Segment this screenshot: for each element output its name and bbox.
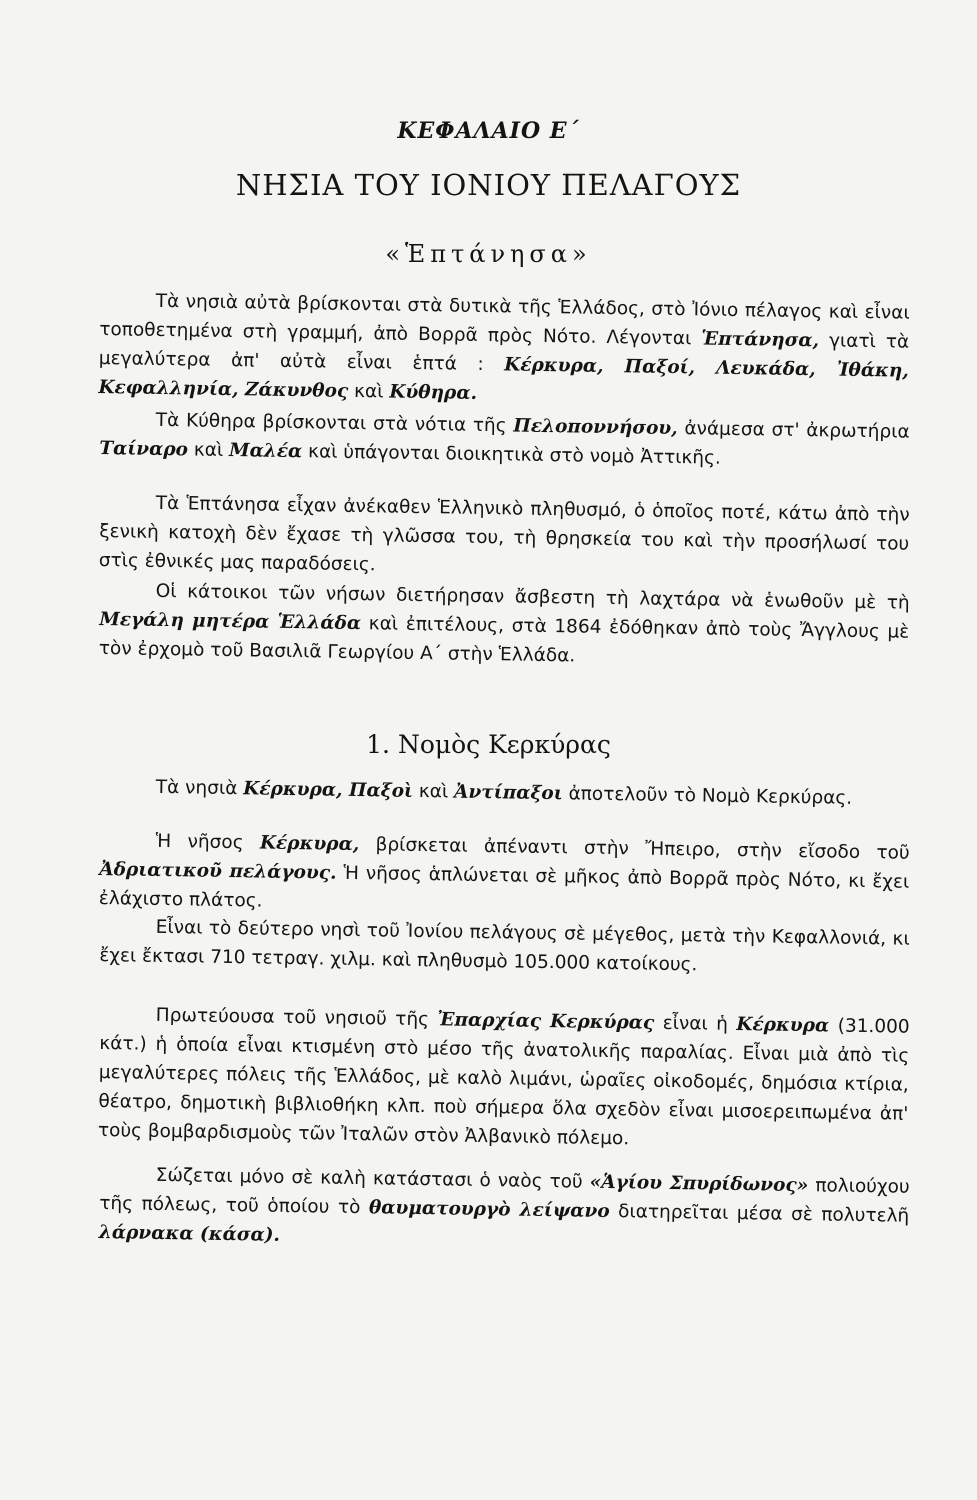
emphasis: Ἀδριατικοῦ πελάγους. — [99, 858, 337, 884]
emphasis: «Ἁγίου Σπυρίδωνος» — [589, 1171, 809, 1197]
emphasis: θαυματουργὸ λείψανο — [368, 1197, 610, 1223]
text: Τὰ Κύθηρα βρίσκονται στὰ νότια τῆς — [155, 409, 514, 437]
text: ἀποτελοῦν τὸ Νομὸ Κερκύρας. — [562, 783, 853, 809]
text: Ἡ νῆσος ἁπλώνεται σὲ μῆκος ἀπὸ Βορρᾶ πρὸς Νότο, κι ἔχει ἐλάχιστο πλάτος. — [98, 862, 910, 912]
emphasis: Κύθηρα. — [389, 381, 478, 404]
paragraph-3: Τὰ Ἑπτάνησα εἶχαν ἀνέκαθεν Ἑλληνικὸ πληθυσμό, ὁ ὁποῖος ποτέ, κάτω ἀπὸ τὴν ξενικὴ κατοχὴ δὲν ἔχασε τὴ γλῶσσα του, τὴ θρησκεία του καὶ τὴν προσήλωσί του στὶς ἐθνικές μας παραδόσεις. — [98, 492, 910, 576]
paragraph-8 — [98, 1000, 910, 1158]
emphasis: Ἀντίπαξοι — [453, 781, 563, 805]
text: Τὰ νησιὰ — [155, 776, 244, 800]
paragraph-9 — [99, 1160, 910, 1260]
emphasis: Ἑπτάνησα, — [701, 328, 820, 352]
text: γιατὶ τὰ μεγαλύτερα ἀπ' αὐτὰ εἶναι ἑπτά : — [98, 330, 910, 376]
text: Τὰ νησιὰ αὐτὰ βρίσκονται στὰ δυτικὰ τῆς Ἑλλάδος, στὸ Ἰόνιο πέλαγος καὶ εἶναι τοποθετημένα στὴ γραμμή, ἀπὸ Βορρᾶ πρὸς Νότο. Λέγονται — [99, 290, 910, 350]
text: εἶναι ἡ — [654, 1012, 737, 1035]
emphasis: Πελοποννήσου, — [513, 415, 678, 440]
text: καὶ — [348, 380, 390, 403]
emphasis: Μαλέα — [228, 440, 303, 463]
paragraph-4 — [99, 576, 910, 676]
paragraph-2 — [99, 405, 910, 476]
emphasis: Μεγάλη μητέρα Ἑλλάδα — [99, 608, 362, 635]
text: καὶ ὑπάγονται διοικητικὰ στὸ νομὸ Ἀττικῆς. — [302, 441, 722, 469]
paragraph-5 — [100, 772, 910, 814]
emphasis: Κέρκυρα, Παξοί, Λευκάδα, Ἰθάκη, Κεφαλληνία, Ζάκυνθος — [98, 354, 909, 402]
emphasis: Ταίναρο — [99, 437, 189, 461]
text: ἀνάμεσα στ' ἀκρωτήρια — [677, 418, 910, 443]
chapter-label: ΚΕΦΑΛΑΙΟ Ε΄ — [397, 118, 580, 144]
chapter-title: ΝΗΣΙΑ ΤΟΥ ΙΟΝΙΟΥ ΠΕΛΑΓΟΥΣ — [235, 168, 742, 202]
text: Ἡ νῆσος — [155, 830, 261, 854]
chapter-subtitle: «Ἑπτάνησα» — [385, 240, 592, 268]
paragraph-7: Εἶναι τὸ δεύτερο νησὶ τοῦ Ἰονίου πελάγους σὲ μέγεθος, μετὰ τὴν Κεφαλλονιά, κι ἔχει ἔκτασι 710 τετραγ. χιλμ. καὶ πληθυσμὸ 105.000 κατοίκους. — [99, 916, 910, 976]
text: (31.000 κάτ.) ἡ ὁποία εἶναι κτισμένη στὸ μέσο τῆς ἀνατολικῆς παραλίας. Εἶναι μιὰ ἀπὸ τὶς μεγαλύτερες πόλεις τῆς Ἑλλάδος, μὲ καλὸ λιμάνι, ὡραῖες οἰκοδομές, δημόσια κτίρια, θέατρο, δημοτικὴ βιβλιοθήκη κλπ. ποὺ σήμερα ὅλα σχεδὸν εἶναι μισοερειπωμένα ἀπ' τοὺς βομβαρδισμοὺς τῶν Ἰταλῶν στὸν Ἀλβανικὸ πόλεμο. — [97, 1015, 910, 1150]
text: Πρωτεύουσα τοῦ νησιοῦ τῆς — [155, 1004, 438, 1031]
text: Σώζεται μόνο σὲ καλὴ κατάστασι ὁ ναὸς τοῦ — [155, 1164, 590, 1193]
section-heading: 1. Νομὸς Κερκύρας — [366, 730, 611, 759]
emphasis: Κέρκυρα — [736, 1014, 830, 1037]
text: καὶ — [187, 439, 230, 462]
emphasis: Κέρκυρα, Παξοὶ — [243, 778, 414, 802]
text: Οἱ κάτοικοι τῶν νήσων διετήρησαν ἄσβεστη τὴ λαχτάρα νὰ ἑνωθοῦν μὲ τὴ — [155, 580, 910, 614]
text: καὶ ἐπιτέλους, στὰ 1864 ἐδόθηκαν ἀπὸ τοὺς Ἄγγλους μὲ τὸν ἐρχομὸ τοῦ Βασιλιᾶ Γεωργίου Α΄ στὴν Ἑλλάδα. — [98, 613, 910, 667]
paragraph-6 — [99, 826, 910, 926]
text: καὶ — [412, 780, 455, 803]
emphasis: λάρνακα (κάσα). — [98, 1221, 281, 1246]
text: βρίσκεται ἀπέναντι στὴν Ἤπειρο, στὴν εἴσοδο τοῦ — [359, 834, 910, 864]
emphasis: Κέρκυρα, — [259, 832, 360, 856]
text: διατηρεῖται μέσα σὲ πολυτελῆ — [609, 1201, 910, 1227]
paragraph-1 — [98, 286, 910, 415]
text: πολιούχου τῆς πόλεως, τοῦ ὁποίου τὸ — [99, 1175, 910, 1219]
emphasis: Ἐπαρχίας Κερκύρας — [437, 1009, 655, 1034]
